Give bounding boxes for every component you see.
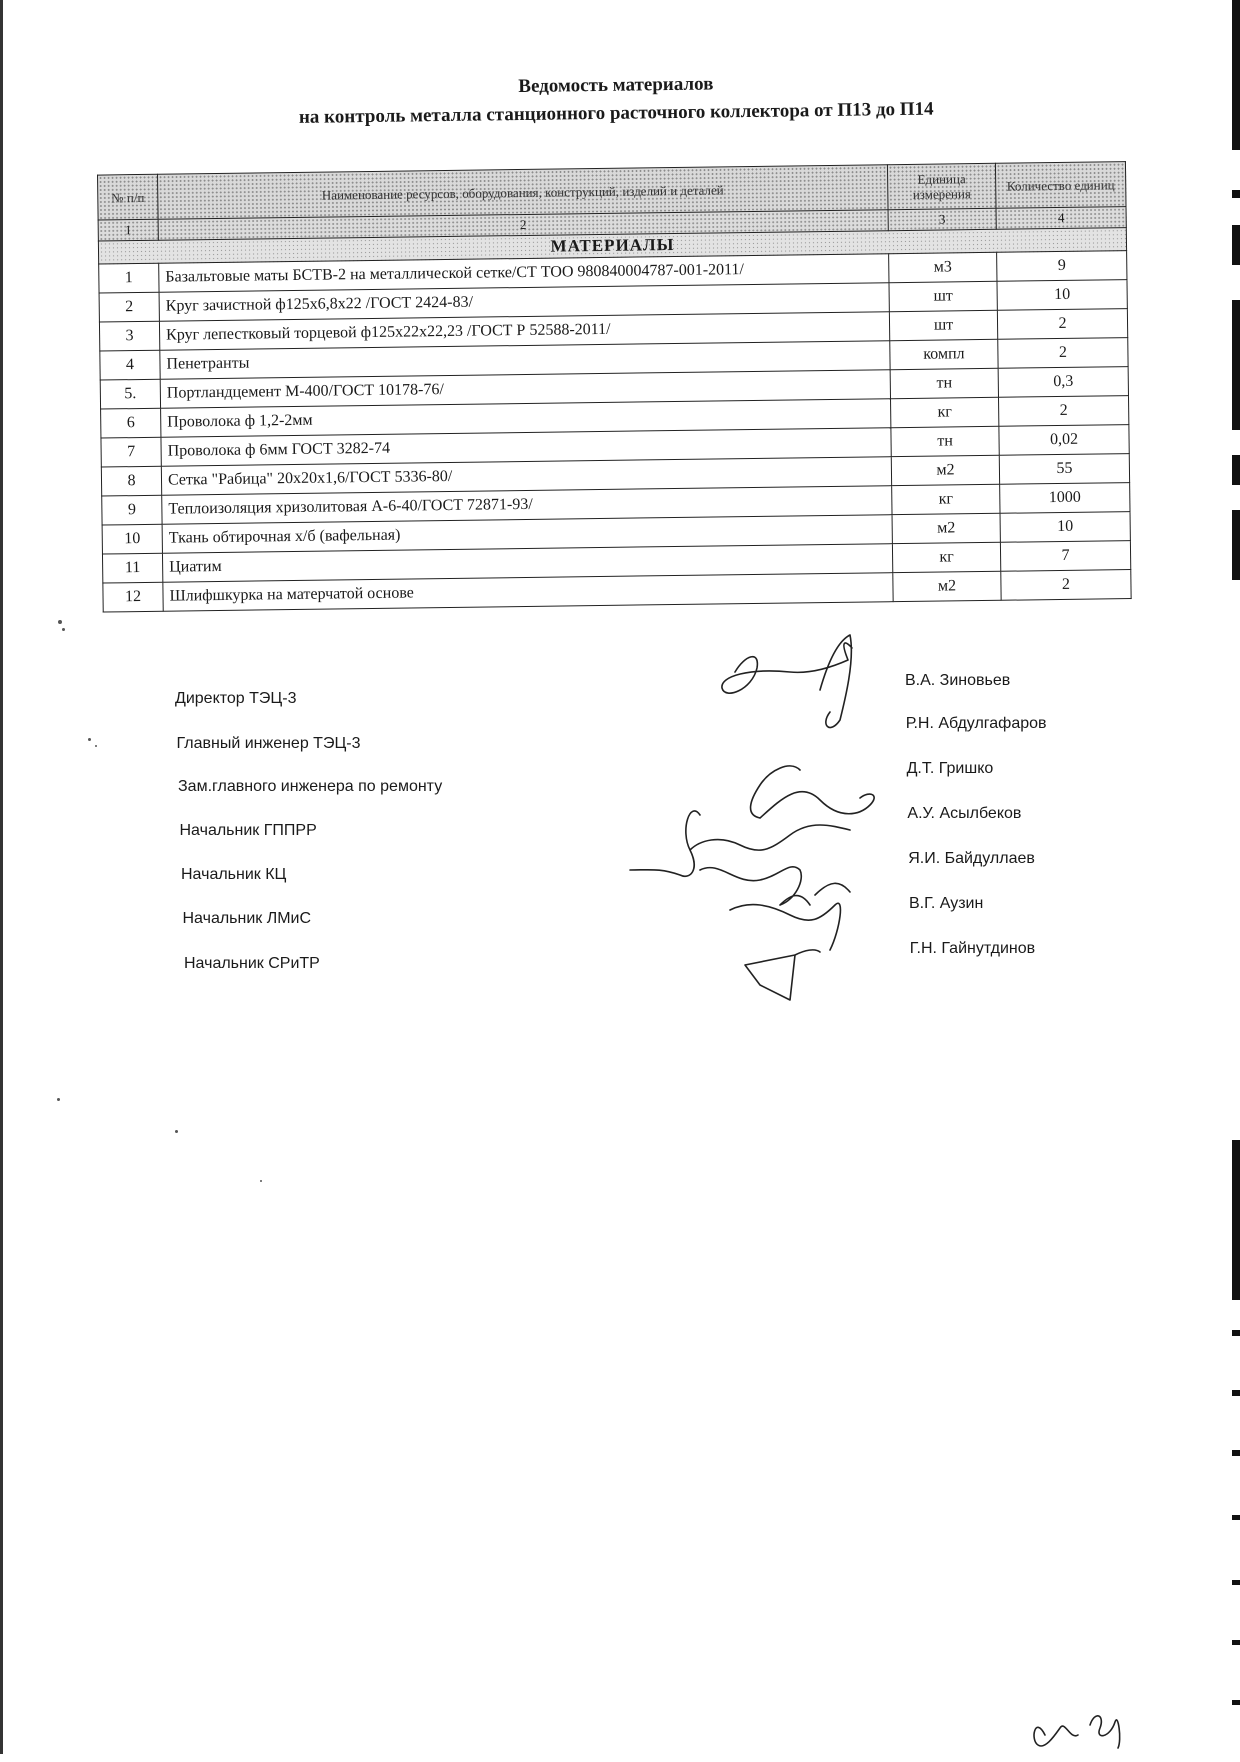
- cell-name: Круг лепестковый торцевой ф125х22х22,23 /ГОСТ Р 52588-2011/: [159, 312, 889, 351]
- cell-name: Теплоизоляция хризолитовая А-6-40/ГОСТ 72871-93/: [162, 486, 892, 525]
- cell-num: 6: [101, 408, 161, 438]
- cell-unit: тн: [891, 426, 999, 456]
- column-number: 3: [888, 208, 996, 230]
- cell-qty: 2: [998, 338, 1128, 369]
- cell-qty: 10: [1000, 512, 1130, 543]
- cell-unit: шт: [889, 281, 997, 311]
- cell-qty: 2: [998, 396, 1128, 427]
- column-number: 2: [158, 210, 888, 241]
- signatory-name: Р.Н. Абдулгафаров: [905, 715, 1047, 732]
- cell-qty: 7: [1000, 541, 1130, 572]
- cell-name: Базальтовые маты БСТВ-2 на металлической сетке/СТ ТОО 980840004787-001-2011/: [159, 254, 889, 293]
- signatory-position: Начальник ГППРР: [179, 822, 317, 839]
- header-num: № п/п: [98, 174, 159, 220]
- cell-name: Портландцемент М-400/ГОСТ 10178-76/: [160, 370, 890, 409]
- cell-unit: компл: [890, 339, 998, 369]
- cell-num: 4: [100, 350, 160, 380]
- signatory-name: А.У. Асылбеков: [907, 805, 1022, 822]
- cell-num: 1: [99, 263, 159, 293]
- cell-num: 10: [102, 524, 162, 554]
- header-name: Наименование ресурсов, оборудования, конструкций, изделий и деталей: [158, 165, 889, 220]
- cell-qty: 10: [997, 280, 1127, 311]
- cell-name: Проволока ф 6мм ГОСТ 3282-74: [161, 428, 891, 467]
- cell-unit: м2: [891, 455, 999, 485]
- cell-qty: 9: [997, 251, 1127, 282]
- column-number: 4: [996, 207, 1126, 230]
- cell-num: 3: [99, 321, 159, 351]
- cell-unit: кг: [891, 397, 999, 427]
- signatory-position: Зам.главного инженера по ремонту: [178, 778, 443, 795]
- cell-num: 9: [102, 495, 162, 525]
- cell-unit: м2: [892, 513, 1000, 543]
- signatory-position: Главный инженер ТЭЦ-3: [176, 735, 361, 752]
- title-line-1: Ведомость материалов: [518, 73, 714, 98]
- signatory-position: Начальник КЦ: [181, 866, 287, 883]
- cell-qty: 2: [997, 309, 1127, 340]
- signatory-position: Начальник ЛМиС: [182, 910, 312, 927]
- cell-qty: 0,3: [998, 367, 1128, 398]
- signature-lmis: [745, 950, 820, 1000]
- signatory-name: В.А. Зиновьев: [905, 672, 1011, 689]
- cell-qty: 2: [1001, 570, 1131, 601]
- signatory-name: Д.Т. Гришко: [906, 760, 994, 777]
- signature-kc: [730, 903, 840, 950]
- cell-qty: 1000: [1000, 483, 1130, 514]
- section-title: МАТЕРИАЛЫ: [98, 228, 1126, 264]
- signatory-name: В.Г. Аузин: [909, 895, 984, 912]
- cell-unit: шт: [889, 310, 997, 340]
- signature-chief-engineer: [751, 766, 875, 818]
- cell-name: Шлифшкурка на матерчатой основе: [163, 573, 893, 612]
- cell-name: Круг зачистной ф125х6,8х22 /ГОСТ 2424-83/: [159, 283, 889, 322]
- header-qty: Количество единиц: [995, 162, 1126, 209]
- signatory-name: Г.Н. Гайнутдинов: [909, 940, 1036, 957]
- signature-director: [722, 635, 852, 728]
- cell-unit: кг: [892, 484, 1000, 514]
- signature-deputy: [630, 811, 850, 876]
- cell-unit: кг: [892, 542, 1000, 572]
- signature-gpprr: [700, 867, 850, 905]
- cell-qty: 0,02: [999, 425, 1129, 456]
- cell-name: Пенетранты: [160, 341, 890, 380]
- cell-qty: 55: [999, 454, 1129, 485]
- cell-unit: м3: [889, 252, 997, 282]
- column-number: 1: [98, 219, 158, 241]
- cell-num: 5.: [100, 379, 160, 409]
- cell-name: Циатим: [162, 544, 892, 583]
- cell-name: Ткань обтирочная х/б (вафельная): [162, 515, 892, 554]
- cell-unit: м2: [893, 571, 1001, 601]
- signatory-position: Начальник СРиТР: [184, 955, 320, 972]
- cell-num: 7: [101, 437, 161, 467]
- signatory-position: Директор ТЭЦ-3: [175, 690, 297, 707]
- cell-unit: тн: [890, 368, 998, 398]
- signature-corner: [1034, 1716, 1120, 1748]
- header-unit: Единица измерения: [887, 163, 996, 209]
- cell-name: Проволока ф 1,2-2мм: [161, 399, 891, 438]
- signatory-name: Я.И. Байдуллаев: [908, 850, 1035, 867]
- cell-num: 2: [99, 292, 159, 322]
- title-line-2: на контроль металла станционного расточного коллектора от П13 до П14: [298, 98, 934, 128]
- cell-num: 11: [102, 553, 162, 583]
- cell-num: 8: [101, 466, 161, 496]
- cell-name: Сетка "Рабица" 20х20х1,6/ГОСТ 5336-80/: [161, 457, 891, 496]
- cell-num: 12: [103, 582, 163, 612]
